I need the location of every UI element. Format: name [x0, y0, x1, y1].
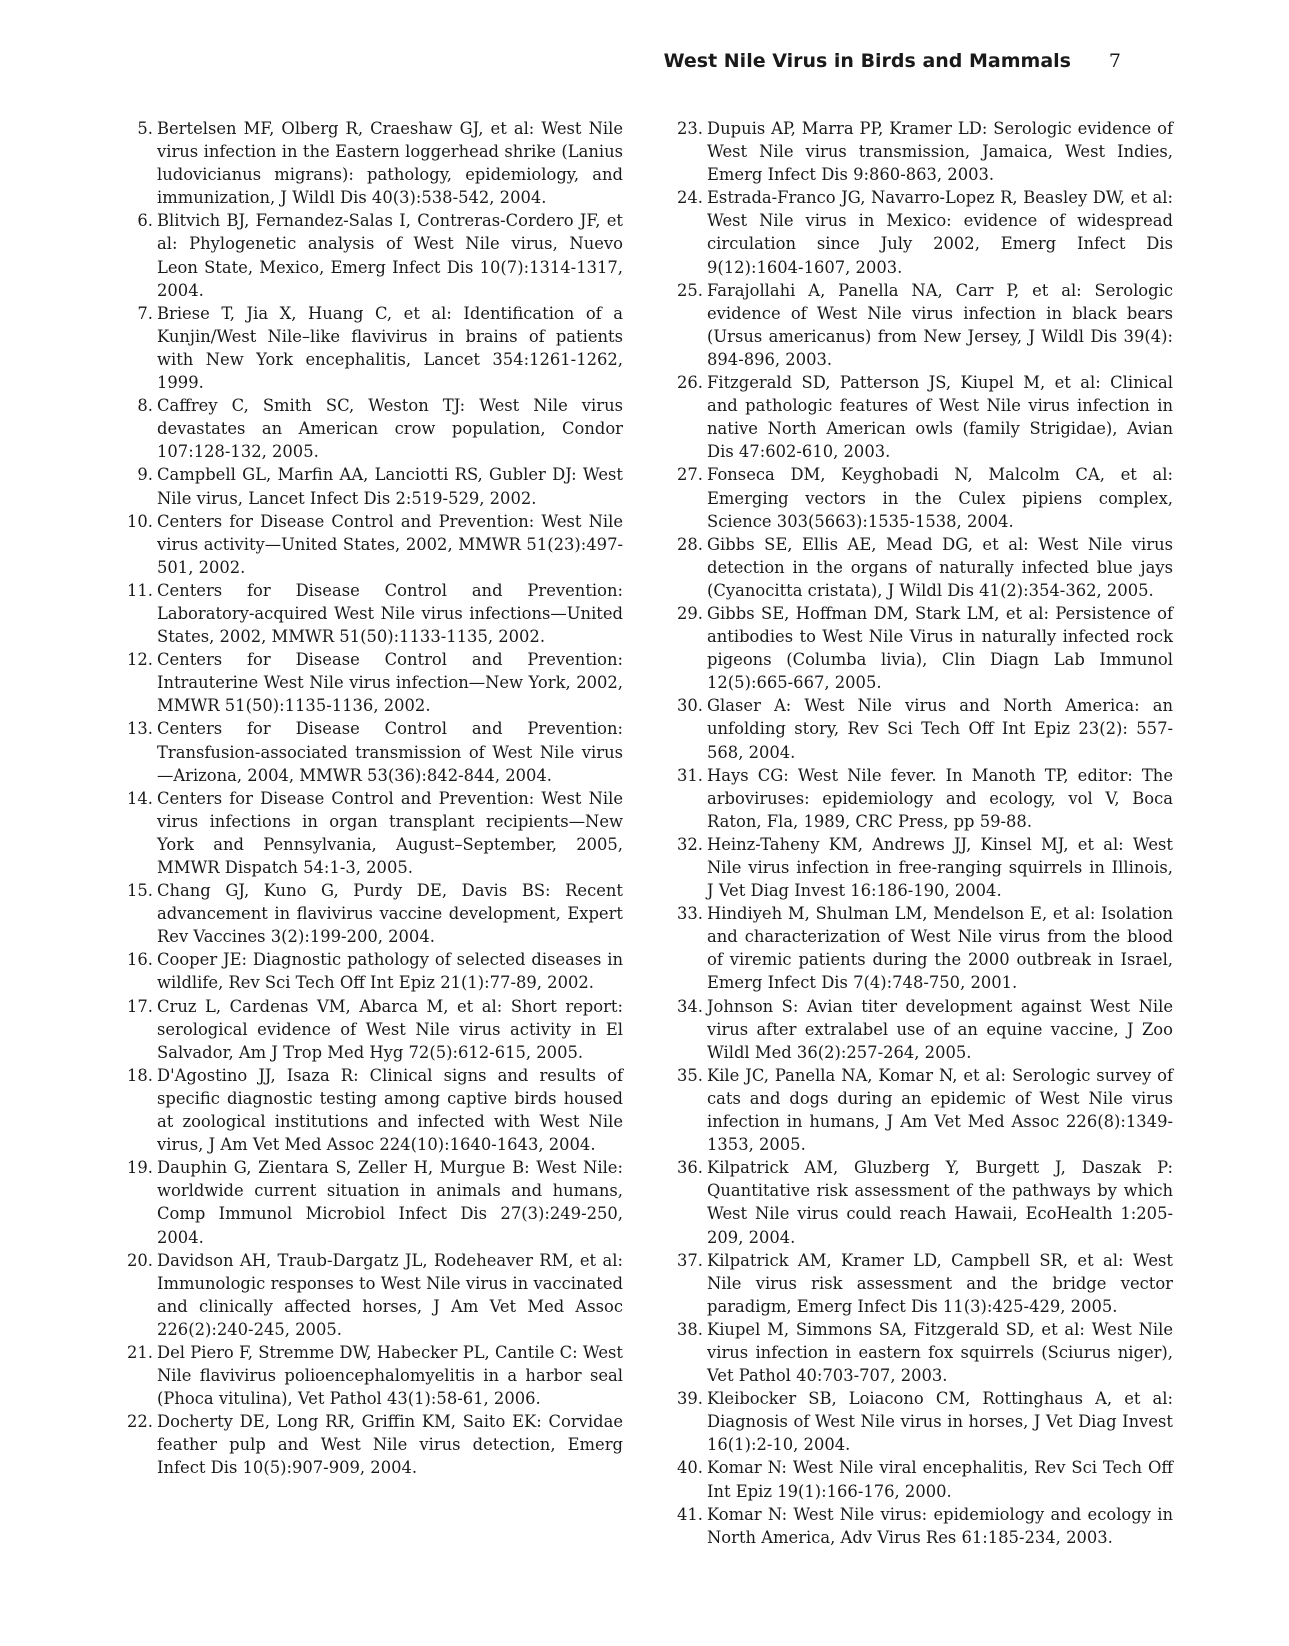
reference-item [667, 533, 1173, 602]
reference-text: Bertelsen MF, Olberg R, Craeshaw GJ, et al: West Nile virus infection in the Eastern loggerhead shrike (Lanius ludovicianus migrans): pathology, epidemiology, and immunization, J Wildl Dis 40(3):538-542, 2004. [157, 119, 623, 208]
reference-text: Caffrey C, Smith SC, Weston TJ: West Nile virus devastates an American crow population, Condor 107:128-132, 2005. [157, 396, 623, 462]
reference-number: 35. [677, 1065, 703, 1085]
reference-column-right [667, 117, 1173, 1549]
reference-list-right [667, 117, 1173, 1549]
reference-number: 37. [677, 1250, 703, 1270]
page-header [0, 50, 1289, 80]
reference-text: Kleibocker SB, Loiacono CM, Rottinghaus A, et al: Diagnosis of West Nile virus in horses, J Vet Diag Invest 16(1):2-10, 2004. [707, 1389, 1173, 1455]
reference-list-left [117, 117, 623, 1480]
reference-item [667, 463, 1173, 532]
reference-text: Hays CG: West Nile fever. In Manoth TP, editor: The arboviruses: epidemiology and ecology, vol V, Boca Raton, Fla, 1989, CRC Press, pp 59-88. [707, 765, 1173, 831]
reference-text: Dupuis AP, Marra PP, Kramer LD: Serologic evidence of West Nile virus transmission, Jamaica, West Indies, Emerg Infect Dis 9:860-863, 2003. [707, 119, 1173, 185]
reference-item [117, 995, 623, 1064]
reference-text: Kiupel M, Simmons SA, Fitzgerald SD, et al: West Nile virus infection in eastern fox squirrels (Sciurus niger), Vet Pathol 40:703-707, 2003. [707, 1319, 1173, 1386]
reference-item [667, 764, 1173, 833]
reference-number: 36. [677, 1158, 703, 1178]
reference-column-left [117, 117, 623, 1480]
reference-item [117, 648, 623, 717]
reference-item [117, 787, 623, 879]
reference-text: Heinz-Taheny KM, Andrews JJ, Kinsel MJ, et al: West Nile virus infection in free-ranging squirrels in Illinois, J Vet Diag Invest 16:186-190, 2004. [707, 834, 1173, 901]
reference-item [117, 394, 623, 463]
reference-number: 16. [127, 950, 153, 970]
reference-number: 13. [127, 719, 153, 739]
reference-number: 21. [127, 1342, 153, 1362]
reference-item [117, 579, 623, 648]
reference-item [667, 1387, 1173, 1456]
reference-number: 14. [127, 788, 153, 808]
reference-number: 17. [127, 996, 153, 1016]
reference-item [667, 902, 1173, 994]
reference-text: Fonseca DM, Keyghobadi N, Malcolm CA, et al: Emerging vectors in the Culex pipiens complex, Science 303(5663):1535-1538, 2004. [707, 465, 1173, 531]
reference-text: Chang GJ, Kuno G, Purdy DE, Davis BS: Recent advancement in flavivirus vaccine development, Expert Rev Vaccines 3(2):199-200, 2004. [157, 881, 623, 947]
reference-item [117, 1410, 623, 1479]
reference-item [117, 948, 623, 994]
reference-text: Cruz L, Cardenas VM, Abarca M, et al: Short report: serological evidence of West Nile virus activity in El Salvador, Am J Trop Med Hyg 72(5):612-615, 2005. [157, 996, 623, 1062]
reference-number: 12. [127, 650, 153, 670]
reference-item [667, 1064, 1173, 1156]
reference-number: 25. [677, 280, 703, 300]
reference-text: Johnson S: Avian titer development against West Nile virus after extralabel use of an equine vaccine, J Zoo Wildl Med 36(2):257-264, 2005. [707, 996, 1173, 1062]
reference-number: 9. [137, 465, 153, 485]
reference-text: Fitzgerald SD, Patterson JS, Kiupel M, et al: Clinical and pathologic features of West Nile virus infection in native North American owls (family Strigidae), Avian Dis 47:602-610, 2003. [707, 373, 1173, 462]
reference-number: 10. [127, 511, 153, 531]
reference-number: 34. [677, 996, 703, 1016]
reference-number: 39. [677, 1389, 703, 1409]
reference-item [667, 1503, 1173, 1549]
reference-text: Centers for Disease Control and Prevention: Transfusion-associated transmission of West Nile virus—Arizona, 2004, MMWR 53(36):842-844, 2004. [157, 719, 623, 785]
reference-number: 33. [677, 904, 703, 924]
reference-item [667, 1156, 1173, 1248]
reference-item [667, 694, 1173, 763]
reference-item [667, 1456, 1173, 1502]
reference-item [667, 279, 1173, 371]
reference-text: Kilpatrick AM, Gluzberg Y, Burgett J, Daszak P: Quantitative risk assessment of the pathways by which West Nile virus could reach Hawaii, EcoHealth 1:205-209, 2004. [707, 1158, 1173, 1247]
reference-number: 31. [677, 765, 703, 785]
reference-text: Gibbs SE, Ellis AE, Mead DG, et al: West Nile virus detection in the organs of naturally infected blue jays (Cyanocitta cristata), J Wildl Dis 41(2):354-362, 2005. [707, 534, 1173, 600]
reference-number: 38. [677, 1319, 703, 1339]
reference-item [667, 1249, 1173, 1318]
reference-item [117, 717, 623, 786]
reference-item [667, 602, 1173, 694]
reference-text: Kile JC, Panella NA, Komar N, et al: Serologic survey of cats and dogs during an epidemic of West Nile virus infection in humans, J Am Vet Med Assoc 226(8):1349-1353, 2005. [707, 1065, 1173, 1155]
reference-text: Centers for Disease Control and Prevention: West Nile virus infections in organ transplant recipients—New York and Pennsylvania, August–September, 2005, MMWR Dispatch 54:1-3, 2005. [157, 788, 623, 877]
reference-text: Komar N: West Nile viral encephalitis, Rev Sci Tech Off Int Epiz 19(1):166-176, 2000. [707, 1458, 1173, 1501]
reference-text: Davidson AH, Traub-Dargatz JL, Rodeheaver RM, et al: Immunologic responses to West Nile virus in vaccinated and clinically affected horses, J Am Vet Med Assoc 226(2):240-245, 2005. [157, 1250, 623, 1339]
reference-number: 40. [677, 1458, 703, 1478]
reference-item [117, 117, 623, 209]
reference-text: Campbell GL, Marfin AA, Lanciotti RS, Gubler DJ: West Nile virus, Lancet Infect Dis 2:519-529, 2002. [157, 465, 623, 508]
reference-item [667, 833, 1173, 902]
reference-text: Estrada-Franco JG, Navarro-Lopez R, Beasley DW, et al: West Nile virus in Mexico: evidence of widespread circulation since July 2002, Emerg Infect Dis 9(12):1604-1607, 2003. [707, 188, 1173, 277]
reference-text: Docherty DE, Long RR, Griffin KM, Saito EK: Corvidae feather pulp and West Nile virus detection, Emerg Infect Dis 10(5):907-909, 2004. [157, 1412, 623, 1478]
reference-item [117, 463, 623, 509]
reference-text: D'Agostino JJ, Isaza R: Clinical signs and results of specific diagnostic testing among captive birds housed at zoological institutions and infected with West Nile virus, J Am Vet Med Assoc 224(10):1640-1643, 2004. [157, 1065, 623, 1155]
reference-item [667, 995, 1173, 1064]
reference-text: Briese T, Jia X, Huang C, et al: Identification of a Kunjin/West Nile–like flavivirus in brains of patients with New York encephalitis, Lancet 354:1261-1262, 1999. [157, 303, 623, 393]
reference-number: 28. [677, 534, 703, 554]
reference-number: 5. [137, 119, 153, 138]
reference-item [667, 1318, 1173, 1387]
reference-text: Farajollahi A, Panella NA, Carr P, et al: Serologic evidence of West Nile virus infection in black bears (Ursus americanus) from New Jersey, J Wildl Dis 39(4): 894-896, 2003. [707, 280, 1173, 369]
reference-number: 41. [677, 1504, 703, 1524]
reference-number: 11. [127, 580, 153, 600]
reference-number: 18. [127, 1065, 153, 1085]
reference-text: Komar N: West Nile virus: epidemiology and ecology in North America, Adv Virus Res 61:185-234, 2003. [707, 1504, 1173, 1547]
reference-number: 27. [677, 465, 703, 485]
reference-text: Centers for Disease Control and Prevention: West Nile virus activity—United States, 2002, MMWR 51(23):497-501, 2002. [157, 511, 623, 577]
reference-item [117, 1064, 623, 1156]
reference-number: 22. [127, 1412, 153, 1432]
reference-number: 26. [677, 373, 703, 393]
reference-number: 7. [137, 303, 153, 323]
reference-item [117, 879, 623, 948]
reference-number: 30. [677, 696, 703, 716]
running-title: West Nile Virus in Birds and Mammals [663, 50, 1071, 72]
reference-item [117, 209, 623, 301]
reference-item [117, 1249, 623, 1341]
reference-item [117, 1156, 623, 1248]
reference-item [667, 186, 1173, 278]
reference-item [117, 302, 623, 394]
reference-number: 20. [127, 1250, 153, 1270]
reference-item [117, 1341, 623, 1410]
reference-text: Centers for Disease Control and Prevention: Laboratory-acquired West Nile virus infections—United States, 2002, MMWR 51(50):1133-1135, 2002. [157, 580, 623, 647]
reference-text: Gibbs SE, Hoffman DM, Stark LM, et al: Persistence of antibodies to West Nile Virus in naturally infected rock pigeons (Columba livia), Clin Diagn Lab Immunol 12(5):665-667, 2005. [707, 603, 1173, 693]
reference-number: 29. [677, 603, 703, 623]
reference-text: Centers for Disease Control and Prevention: Intrauterine West Nile virus infection—New York, 2002, MMWR 51(50):1135-1136, 2002. [157, 650, 623, 716]
reference-text: Blitvich BJ, Fernandez-Salas I, Contreras-Cordero JF, et al: Phylogenetic analysis of West Nile virus, Nuevo Leon State, Mexico, Emerg Infect Dis 10(7):1314-1317, 2004. [157, 211, 623, 300]
reference-text: Kilpatrick AM, Kramer LD, Campbell SR, et al: West Nile virus risk assessment and the bridge vector paradigm, Emerg Infect Dis 11(3):425-429, 2005. [707, 1250, 1173, 1316]
reference-text: Hindiyeh M, Shulman LM, Mendelson E, et al: Isolation and characterization of West Nile virus from the blood of viremic patients during the 2000 outbreak in Israel, Emerg Infect Dis 7(4):748-750, 2001. [707, 904, 1173, 993]
reference-number: 19. [127, 1158, 153, 1178]
reference-text: Del Piero F, Stremme DW, Habecker PL, Cantile C: West Nile flavivirus polioencephalomyelitis in a harbor seal (Phoca vitulina), Vet Pathol 43(1):58-61, 2006. [157, 1342, 623, 1409]
reference-number: 24. [677, 188, 703, 208]
reference-item [117, 510, 623, 579]
reference-number: 23. [677, 119, 703, 138]
reference-item [667, 117, 1173, 186]
page-number: 7 [1108, 50, 1121, 72]
reference-text: Dauphin G, Zientara S, Zeller H, Murgue B: West Nile: worldwide current situation in animals and humans, Comp Immunol Microbiol Infect Dis 27(3):249-250, 2004. [157, 1158, 623, 1247]
reference-number: 15. [127, 881, 153, 901]
reference-number: 8. [137, 396, 153, 416]
reference-text: Cooper JE: Diagnostic pathology of selected diseases in wildlife, Rev Sci Tech Off Int Epiz 21(1):77-89, 2002. [157, 950, 623, 993]
reference-item [667, 371, 1173, 463]
reference-number: 6. [137, 211, 153, 231]
reference-text: Glaser A: West Nile virus and North America: an unfolding story, Rev Sci Tech Off Int Epiz 23(2): 557-568, 2004. [707, 696, 1173, 762]
reference-number: 32. [677, 834, 703, 854]
